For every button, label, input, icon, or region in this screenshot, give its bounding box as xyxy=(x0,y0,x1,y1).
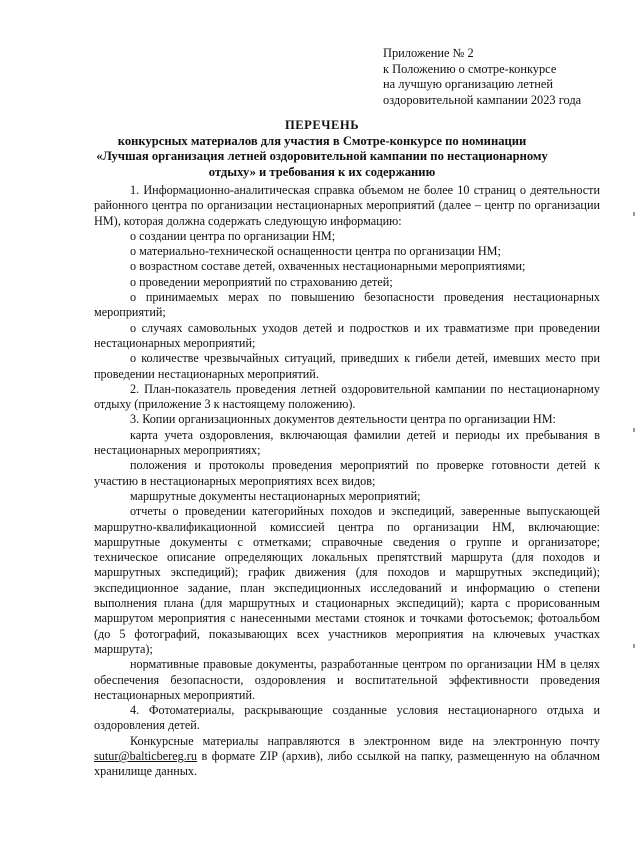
title-word: ПЕРЕЧЕНЬ xyxy=(284,118,360,132)
appendix-line: к Положению о смотре-конкурсе xyxy=(383,61,557,76)
appendix-line: на лучшую организацию летней xyxy=(383,77,554,91)
title-line: конкурсных материалов для участия в Смотре-конкурсе по номинации xyxy=(117,133,527,148)
paragraph-3: 3. Копии организационных документов деятельности центра по организации НМ: xyxy=(130,412,556,427)
scan-mark xyxy=(633,212,635,216)
title-line: отдыху» и требования к их содержанию xyxy=(208,164,436,179)
paragraph-1: 1. Информационно-аналитическая справка объемом не более 10 страниц о деятельности районного центра по организации нестационарных мероприятий (далее – центр по организации НМ), которая должна содержать следующую информацию: xyxy=(94,183,600,228)
email-link[interactable]: sutur@balticbereg.ru xyxy=(94,748,197,763)
paragraph-5-text: Конкурсные материалы направляются в электронном виде на электронную почту xyxy=(130,733,600,748)
paragraph-4: 4. Фотоматериалы, раскрывающие созданные условия нестационарного отдыха и оздоровления детей. xyxy=(94,703,600,733)
title-line: «Лучшая организация летней оздоровительной кампании по нестационарному xyxy=(96,149,548,163)
list-item: о материально-технической оснащенности центра по организации НМ; xyxy=(130,244,501,259)
list-item: маршрутные документы нестационарных мероприятий; xyxy=(130,488,421,503)
scan-mark xyxy=(633,428,635,432)
list-item: карта учета оздоровления, включающая фамилии детей и периоды их пребывания в нестационарных мероприятиях; xyxy=(94,427,600,458)
paragraph-5-text: в формате ZIP (архив), либо ссылкой на папку, размещенную на облачном хранилище данных. xyxy=(94,748,600,779)
list-item: нормативные правовые документы, разработанные центром по организации НМ в целях обеспечения безопасности, оздоровления и воспитательной эффективности проведения нестационарных мероприятий. xyxy=(94,657,600,702)
paragraph-2: 2. План-показатель проведения летней оздоровительной кампании по нестационарному отдыху (приложение 3 к настоящему положению). xyxy=(94,381,600,412)
document-title xyxy=(80,118,564,180)
list-item: о проведении мероприятий по страхованию детей; xyxy=(130,274,393,289)
appendix-header xyxy=(383,46,623,108)
appendix-line: Приложение № 2 xyxy=(383,46,474,60)
document-body xyxy=(94,183,600,780)
list-item: о создании центра по организации НМ; xyxy=(130,228,336,243)
list-item: о принимаемых мерах по повышению безопасности проведения нестационарных мероприятий; xyxy=(94,290,600,320)
list-item: отчеты о проведении категорийных походов и экспедиций, заверенные выпускающей маршрутно-квалификационной комиссией центра по организации НМ, включающие: маршрутные документы с отметками; справочные сведения о группе и организаторе; техническое описание определяющих локальных препятствий маршрута (для походов и маршрутных экспедиций); график движения (для походов и маршрутных экспедиций); экспедиционное задание, план экспедиционных исследований и информацию о степени выполнения плана (для маршрутных и стационарных экспедиций); карта с прорисованным маршрутом мероприятия с нанесенными местами стоянок и точками фотосъемок; фотоальбом (до 5 фотографий, показывающих всех участников мероприятия на ключевых участках маршрута); xyxy=(94,504,600,656)
appendix-line: оздоровительной кампании 2023 года xyxy=(383,92,582,107)
list-item: о возрастном составе детей, охваченных нестационарными мероприятиями; xyxy=(130,259,526,274)
list-item: положения и протоколы проведения мероприятий по проверке готовности детей к участию в нестационарных мероприятиях всех видов; xyxy=(94,458,600,488)
list-item: о случаях самовольных уходов детей и подростков и их травматизме при проведении нестационарных мероприятий; xyxy=(94,320,600,350)
list-item: о количестве чрезвычайных ситуаций, приведших к гибели детей, имевших место при проведении нестационарных мероприятий. xyxy=(94,351,600,381)
scan-mark xyxy=(633,644,635,648)
paragraph-5 xyxy=(94,734,600,780)
